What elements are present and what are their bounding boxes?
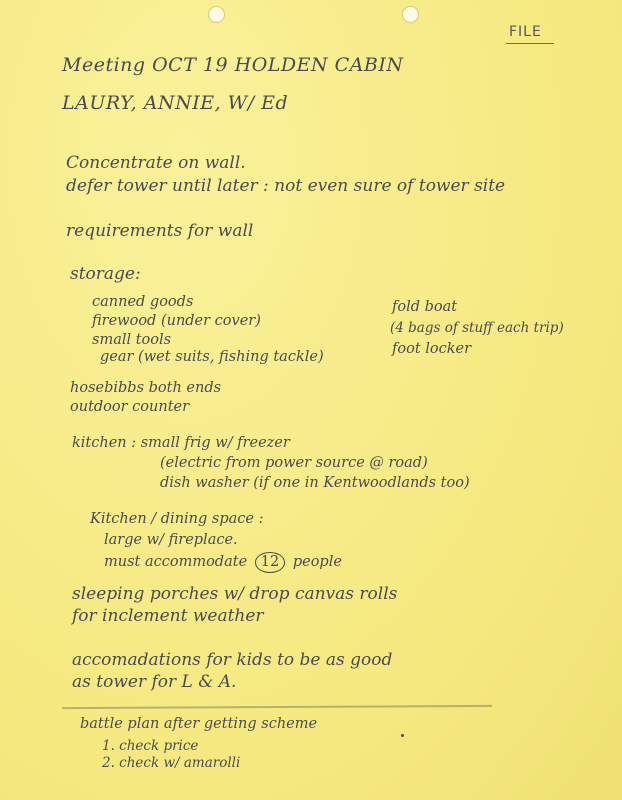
kids-line: accomadations for kids to be as good xyxy=(72,650,393,670)
pen-dot xyxy=(401,734,404,737)
punch-hole xyxy=(402,6,419,23)
battle-plan-line: battle plan after getting scheme xyxy=(80,716,318,732)
storage-side-item: foot locker xyxy=(392,341,472,357)
kids-line: as tower for L & A. xyxy=(72,672,237,692)
file-stamp: FILE xyxy=(509,24,542,40)
intro-line-2: defer tower until later : not even sure of tower site xyxy=(66,176,506,196)
storage-side-item: fold boat xyxy=(392,299,458,315)
storage-item: firewood (under cover) xyxy=(92,313,261,329)
circled-number: 12 xyxy=(255,552,285,573)
kitchen-line: (electric from power source @ road) xyxy=(160,455,428,471)
kitchen-line: dish washer (if one in Kentwoodlands too) xyxy=(160,475,470,491)
dining-text: people xyxy=(292,554,342,570)
dining-line: large w/ fireplace. xyxy=(104,532,238,548)
hose-line: hosebibbs both ends xyxy=(70,380,222,396)
storage-heading: storage: xyxy=(70,264,141,284)
meeting-header: Meeting OCT 19 HOLDEN CABIN xyxy=(62,54,404,76)
storage-item: canned goods xyxy=(92,294,194,310)
dining-line xyxy=(104,552,342,573)
battle-step: 1. check price xyxy=(102,738,199,754)
storage-item: small tools xyxy=(92,332,172,348)
storage-item: gear (wet suits, fishing tackle) xyxy=(100,349,324,365)
battle-step: 2. check w/ amarolli xyxy=(102,755,241,771)
sleeping-line: for inclement weather xyxy=(72,606,264,626)
sleeping-line: sleeping porches w/ drop canvas rolls xyxy=(72,584,398,604)
dining-heading: Kitchen / dining space : xyxy=(90,511,264,527)
punch-hole xyxy=(208,6,225,23)
hose-line: outdoor counter xyxy=(70,399,190,415)
requirements-heading: requirements for wall xyxy=(66,221,254,241)
intro-line-1: Concentrate on wall. xyxy=(66,153,246,173)
attendees: LAURY, ANNIE, W/ Ed xyxy=(62,92,289,114)
kitchen-line: kitchen : small frig w/ freezer xyxy=(72,435,290,451)
divider-line xyxy=(62,705,492,709)
file-stamp-underline xyxy=(506,43,554,44)
storage-side-item: (4 bags of stuff each trip) xyxy=(390,320,564,336)
dining-text: must accommodate xyxy=(104,554,248,570)
